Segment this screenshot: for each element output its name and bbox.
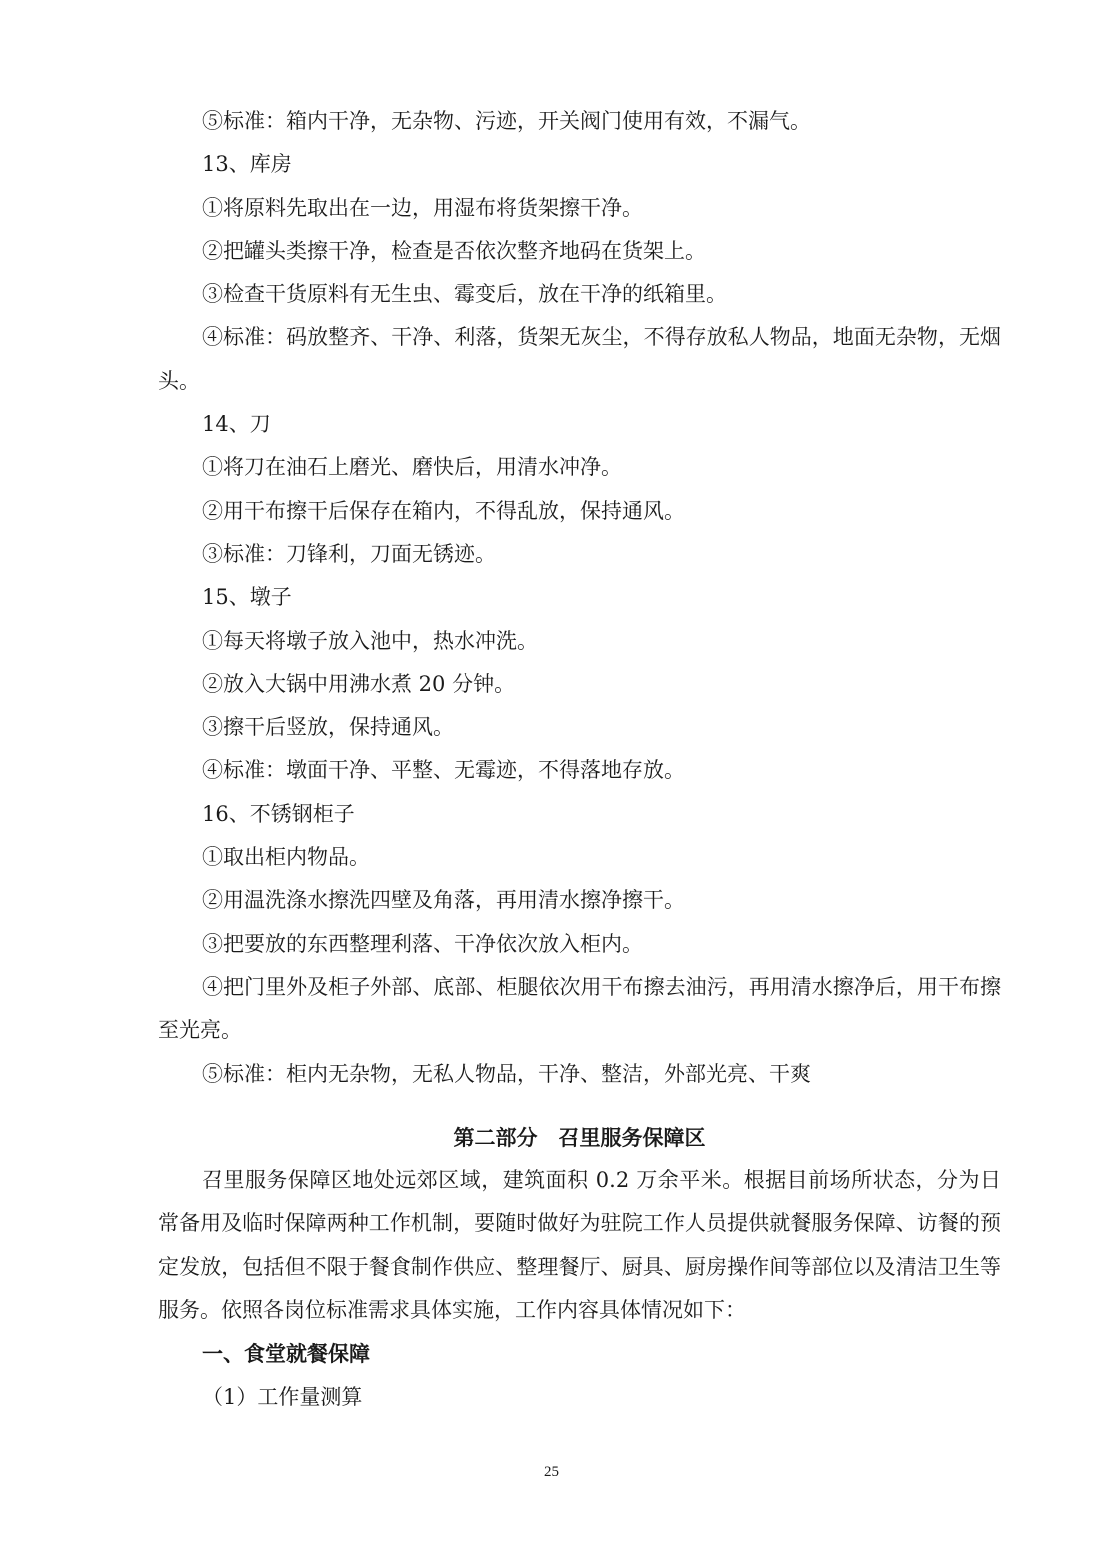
paragraph: ④把门里外及柜子外部、底部、柜腿依次用干布擦去油污，再用清水擦净后，用干布擦至光亮。 [158,974,1001,1043]
paragraph-line: ②用干布擦干后保存在箱内，不得乱放，保持通风。 [202,498,685,523]
paragraph-line: ②把罐头类擦干净，检查是否依次整齐地码在货架上。 [202,238,706,263]
paragraph-line: ③检查干货原料有无生虫、霉变后，放在干净的纸箱里。 [202,282,727,307]
page-number: 25 [544,1464,559,1480]
item-heading: 14、刀 [202,412,271,437]
paragraph: ④标准：码放整齐、干净、利落，货架无灰尘，不得存放私人物品，地面无杂物，无烟头。 [158,325,1001,393]
paragraph-line: ⑤标准：柜内无杂物，无私人物品，干净、整洁，外部光亮、干爽 [202,1061,811,1086]
paragraph-line: ③标准：刀锋利，刀面无锈迹。 [202,541,496,566]
intro-paragraph: 召里服务保障区地处远郊区域，建筑面积 0.2 万余平米。根据目前场所状态，分为日常备用及临时保障两种工作机制，要随时做好为驻院工作人员提供就餐服务保障、访餐的预定发放，包括但不限于餐食制作供应、整理餐厅、厨具、厨房操作间等部位以及清洁卫生等服务。依照各岗位标准需求具体实施，工作内容具体情况如下： [158,1168,1001,1323]
paragraph-line: ①每天将墩子放入池中，热水冲洗。 [202,628,538,653]
paragraph-line: ②用温洗涤水擦洗四壁及角落，再用清水擦净擦干。 [202,888,685,913]
paragraph-line: ③把要放的东西整理利落、干净依次放入柜内。 [202,931,643,956]
paragraph-line: ③擦干后竖放，保持通风。 [202,715,454,740]
section-gap [158,1096,1001,1116]
paragraph-line: ④标准：墩面干净、平整、无霉迹，不得落地存放。 [202,758,685,783]
sub-subsection-heading: （1）工作量测算 [202,1384,363,1409]
item-heading: 15、墩子 [202,585,292,610]
paragraph-line: ①将原料先取出在一边，用湿布将货架擦干净。 [202,195,643,220]
paragraph-line: ②放入大锅中用沸水煮 20 分钟。 [202,671,516,696]
item-heading: 16、不锈钢柜子 [202,801,355,826]
paragraph-line: ⑤标准：箱内干净，无杂物、污迹，开关阀门使用有效，不漏气。 [202,109,811,133]
paragraph-line: ①取出柜内物品。 [202,845,370,870]
subsection-heading: 一、食堂就餐保障 [202,1341,370,1367]
paragraph-line: ①将刀在油石上磨光、磨快后，用清水冲净。 [202,455,622,480]
item-heading: 13、库房 [202,152,292,177]
document-body [158,100,1001,1419]
section-title: 第二部分 召里服务保障区 [453,1124,706,1150]
